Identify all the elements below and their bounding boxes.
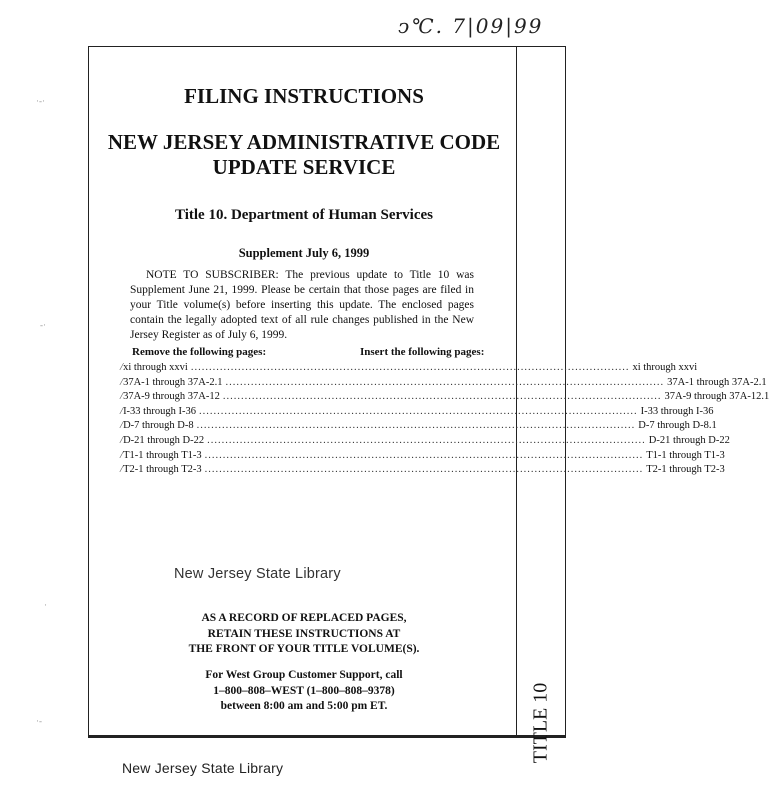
code-title-line-2: UPDATE SERVICE: [212, 155, 396, 179]
remove-range: I-33 through I-36: [123, 405, 196, 417]
remove-range: T1-1 through T1-3: [123, 449, 202, 461]
remove-range: D-21 through D-22: [123, 434, 205, 446]
table-row: [120, 419, 717, 434]
footer-library-stamp: New Jersey State Library: [122, 760, 284, 776]
checkmark-icon: /: [120, 463, 124, 476]
handwritten-initials-date: ↄ℃. 7|09|99: [398, 14, 544, 38]
dot-leader: .........................................................................................................................: [198, 405, 638, 417]
retain-line-1: AS A RECORD OF REPLACED PAGES,: [201, 612, 407, 624]
retain-instructions: [104, 611, 504, 658]
checkmark-icon: /: [120, 361, 124, 373]
table-row: [120, 448, 725, 464]
table-row: [120, 361, 698, 376]
dot-leader: .........................................................................................................................: [196, 420, 636, 432]
table-row: [120, 463, 725, 478]
support-line-1: For West Group Customer Support, call: [205, 669, 403, 681]
dot-leader: .........................................................................................................................: [225, 376, 665, 388]
checkmark-icon: /: [120, 448, 124, 461]
remove-range: D-7 through D-8: [123, 420, 194, 432]
dot-leader: .........................................................................................................................: [207, 434, 646, 446]
checkmark-icon: /: [120, 390, 124, 403]
dot-leader: .........................................................................................................................: [222, 391, 662, 403]
scan-speck: -·: [40, 320, 46, 330]
insert-range: xi through xxvi: [632, 362, 698, 373]
dot-leader: .........................................................................................................................: [190, 362, 630, 373]
table-row: [120, 375, 767, 391]
department-subtitle: Title 10. Department of Human Services: [174, 207, 434, 223]
supplement-date: Supplement July 6, 1999: [238, 246, 370, 260]
insert-range: 37A-9 through 37A-12.1: [664, 391, 769, 403]
checkmark-icon: /: [120, 419, 124, 432]
code-title-line-1: NEW JERSEY ADMINISTRATIVE CODE: [107, 130, 501, 154]
checkmark-icon: /: [120, 433, 124, 446]
library-stamp: New Jersey State Library: [174, 566, 341, 582]
insert-range: D-7 through D-8.1: [638, 420, 717, 432]
support-hours: between 8:00 am and 5:00 pm ET.: [220, 700, 388, 712]
scan-speck: ·-: [36, 716, 42, 726]
checkmark-icon: /: [120, 375, 124, 388]
note-to-subscriber: NOTE TO SUBSCRIBER: The previous update to Title 10 was Supplement June 21, 1999. Please be certain that those pages are filed in your Title volume(s) before inserting this update. The enclosed pages contain the legally adopted text of all rule changes published in the New Jersey Register as of July 6, 1999.: [130, 269, 474, 341]
remove-range: T2-1 through T2-3: [123, 464, 202, 476]
dot-leader: .........................................................................................................................: [204, 449, 644, 461]
insert-range: T2-1 through T2-3: [646, 464, 725, 476]
support-phone: 1–800–808–WEST (1–800–808–9378): [213, 684, 395, 697]
table-row: [120, 390, 769, 405]
insert-range: T1-1 through T1-3: [646, 449, 725, 461]
retain-line-3: THE FRONT OF YOUR TITLE VOLUME(S).: [188, 643, 420, 655]
table-row: [120, 404, 714, 420]
remove-range: 37A-9 through 37A-12: [123, 391, 220, 403]
code-title: [104, 130, 504, 180]
insert-pages-header: Insert the following pages:: [360, 346, 485, 358]
page-replacement-table: [120, 361, 769, 478]
insert-range: D-21 through D-22: [648, 434, 730, 446]
dot-leader: .........................................................................................................................: [204, 464, 644, 476]
checkmark-icon: /: [120, 404, 124, 417]
scan-speck: ·: [44, 600, 47, 610]
insert-range: 37A-1 through 37A-2.1: [667, 376, 767, 388]
customer-support: [104, 668, 504, 715]
remove-range: 37A-1 through 37A-2.1: [123, 376, 223, 388]
remove-range: xi through xxvi: [123, 362, 188, 373]
filing-instructions-heading: FILING INSTRUCTIONS: [184, 84, 424, 108]
retain-line-2: RETAIN THESE INSTRUCTIONS AT: [207, 627, 401, 640]
scan-speck: ·-·: [36, 96, 45, 106]
remove-pages-header: Remove the following pages:: [132, 346, 267, 358]
insert-range: I-33 through I-36: [640, 405, 714, 417]
title-tab-label: TITLE 10: [529, 682, 552, 764]
table-row: [120, 433, 730, 449]
